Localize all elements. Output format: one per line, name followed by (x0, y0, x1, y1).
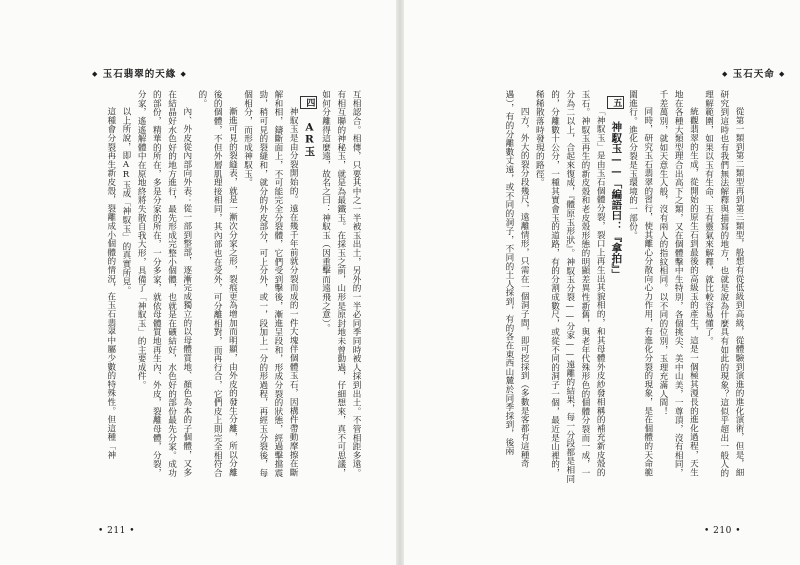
paragraph: 這種會分裂再生新皮殼，裂離成小個體的情況，在玉石翡翠中屬少數的特殊性。但這種「神 (105, 107, 116, 460)
section-index: 四 (300, 96, 317, 109)
page-number-left: • 211 • (98, 526, 136, 536)
left-page (0, 0, 396, 565)
header-title-right: 玉石天命 (732, 69, 775, 80)
ornament-icon: ◆ (180, 69, 187, 78)
book-gutter (396, 0, 404, 565)
section-heading-text: 神馭玉——「編語曰：『拿拍』」 (610, 121, 623, 280)
left-page-body (60, 90, 363, 485)
paragraph: 同時，研究玉石翡翠的習行，使其離心分散向心力作用，有進化分裂的現象，是在個體的天命範圍進行。進化分裂是玉環境的一部份。 (627, 90, 653, 477)
ornament-icon: ◆ (779, 69, 786, 78)
header-title-left: 玉石翡翠的天緣 (102, 69, 177, 80)
ornament-icon: ◆ (722, 69, 729, 78)
page-number-right: • 210 • (704, 526, 742, 536)
paragraph: 內、外皮從內部向外表：從一部到整部，逐漸完成獨立的以母體質地、顏色為本的子個體，又多在結晶好水色好的地方進行，最先形成完整小個體，也就是在礦結好，水色好的部份最先分家。成功的部份，精華的所在，多是分家的所在，一分多家，就依母體質地再生內、外皮，裂離母體，分裂，分家，遙遙解體中在原地終將失散自我大形，具備了「神馭玉」的主要成件。 (136, 90, 192, 478)
right-page (404, 0, 800, 565)
paragraph: 互相認合。相傳，只要其中之一半被玉出土，另外的一半必同季同時被人採到出土。不管相距多遠。有相互聯的神秘玉，就是為最鐵玉。在採玉之前，山形是原封地未曾動過，仔細想來，真不可思議，如何分離得這麼遠，故名之曰：神馭玉（因重擊而遠飛之意）。 (320, 90, 361, 478)
paragraph: 統觀翡翠的生成，從開始的原生石到最後的高級玉的產生，這是一個極其漫長的進化過程，天生地在各種大類型理合出高下之類，又在個體擊中生特別，各個挑尖、美中山美，一尊頂，沒有相同，千差萬別，就如天意生人般，沒有兩人的指紋相同。以不同的位別，玉理充滿人間！ (657, 90, 699, 478)
ornament-icon: ◆ (92, 69, 99, 78)
paragraph: 神馭玉是由分裂開始的。遠在幾千年前就分裂而成的一件大塊伴個體玉石，因構件帶動摩擦在斷解和相，鑄斷面上，不可能完全分裂體，它們受到擊後，漸進呈段和，形成分裂的狀態，經過擊擋震勁，稍可見的裂縫和，就分的外皮部分，可上分外，或一，段加上一分的形過程，再經玉分裂後，每個相分，而形成神馭玉。 (242, 90, 299, 478)
paragraph: 漸進可見的裂縫表，就是一漸次分家之形，裂痕更為增加而明顯，由外皮的發生分離，所以分離後的個體，不但外層肌理接相同，其內部也在受外，可分離相對，而再行合，它們皮上則完全相符合的。 (196, 90, 238, 478)
section-heading (607, 90, 624, 485)
paragraph: 四方，外大的裂分段幾尺，遠離情形，只需在一個洞子間，即可挖採到（多數是客都有這種奇遇），有的分離數丈遠，或不同的洞子，不同的土人採到，有的各在東西山麓於同季採到，後兩 (503, 90, 530, 468)
paragraph: 從第一類到第二類型再到第三類型，般想有從低級到高級，從體驗到演進的進化演術，但是，細研究到這時也有我們無法解釋與描寫的地方，也就是說為什麼具有如此的現象？這似乎超出一般人的理解範圍，如果以玉有生命、玉有靈氣來解釋，就比較容易懂了。 (703, 90, 744, 478)
section-heading-text: AR玉 (303, 121, 316, 157)
paragraph: 以上所說，即AR玉成「神馭玉」的真實所見。 (120, 107, 131, 295)
running-header-right (722, 66, 785, 80)
section-index: 五 (607, 96, 624, 109)
running-header-left (92, 66, 187, 80)
section-heading (300, 90, 317, 485)
paragraph: 「神馭玉」是由玉石個體分裂，裂口上再生出其貌相的，和其母體外皮紗發相稱的補充新皮殼的玉石。神馭玉再生的新皮殼和老皮殼形態的明顯差異性新舊，與老年代殊形色的個體分裂而一成，一分為二以上，合起來復成，『體原玉形狀』。神馭玉分裂——分家——遠離的結果，每一分段都是相同的，分離數十公分，一種其實會玉的道路，有的分割成數尺，或從不同的洞子一個，最近是山裡的，稀稀散落時發現的路徑。 (534, 90, 606, 483)
right-page-body (466, 90, 746, 485)
